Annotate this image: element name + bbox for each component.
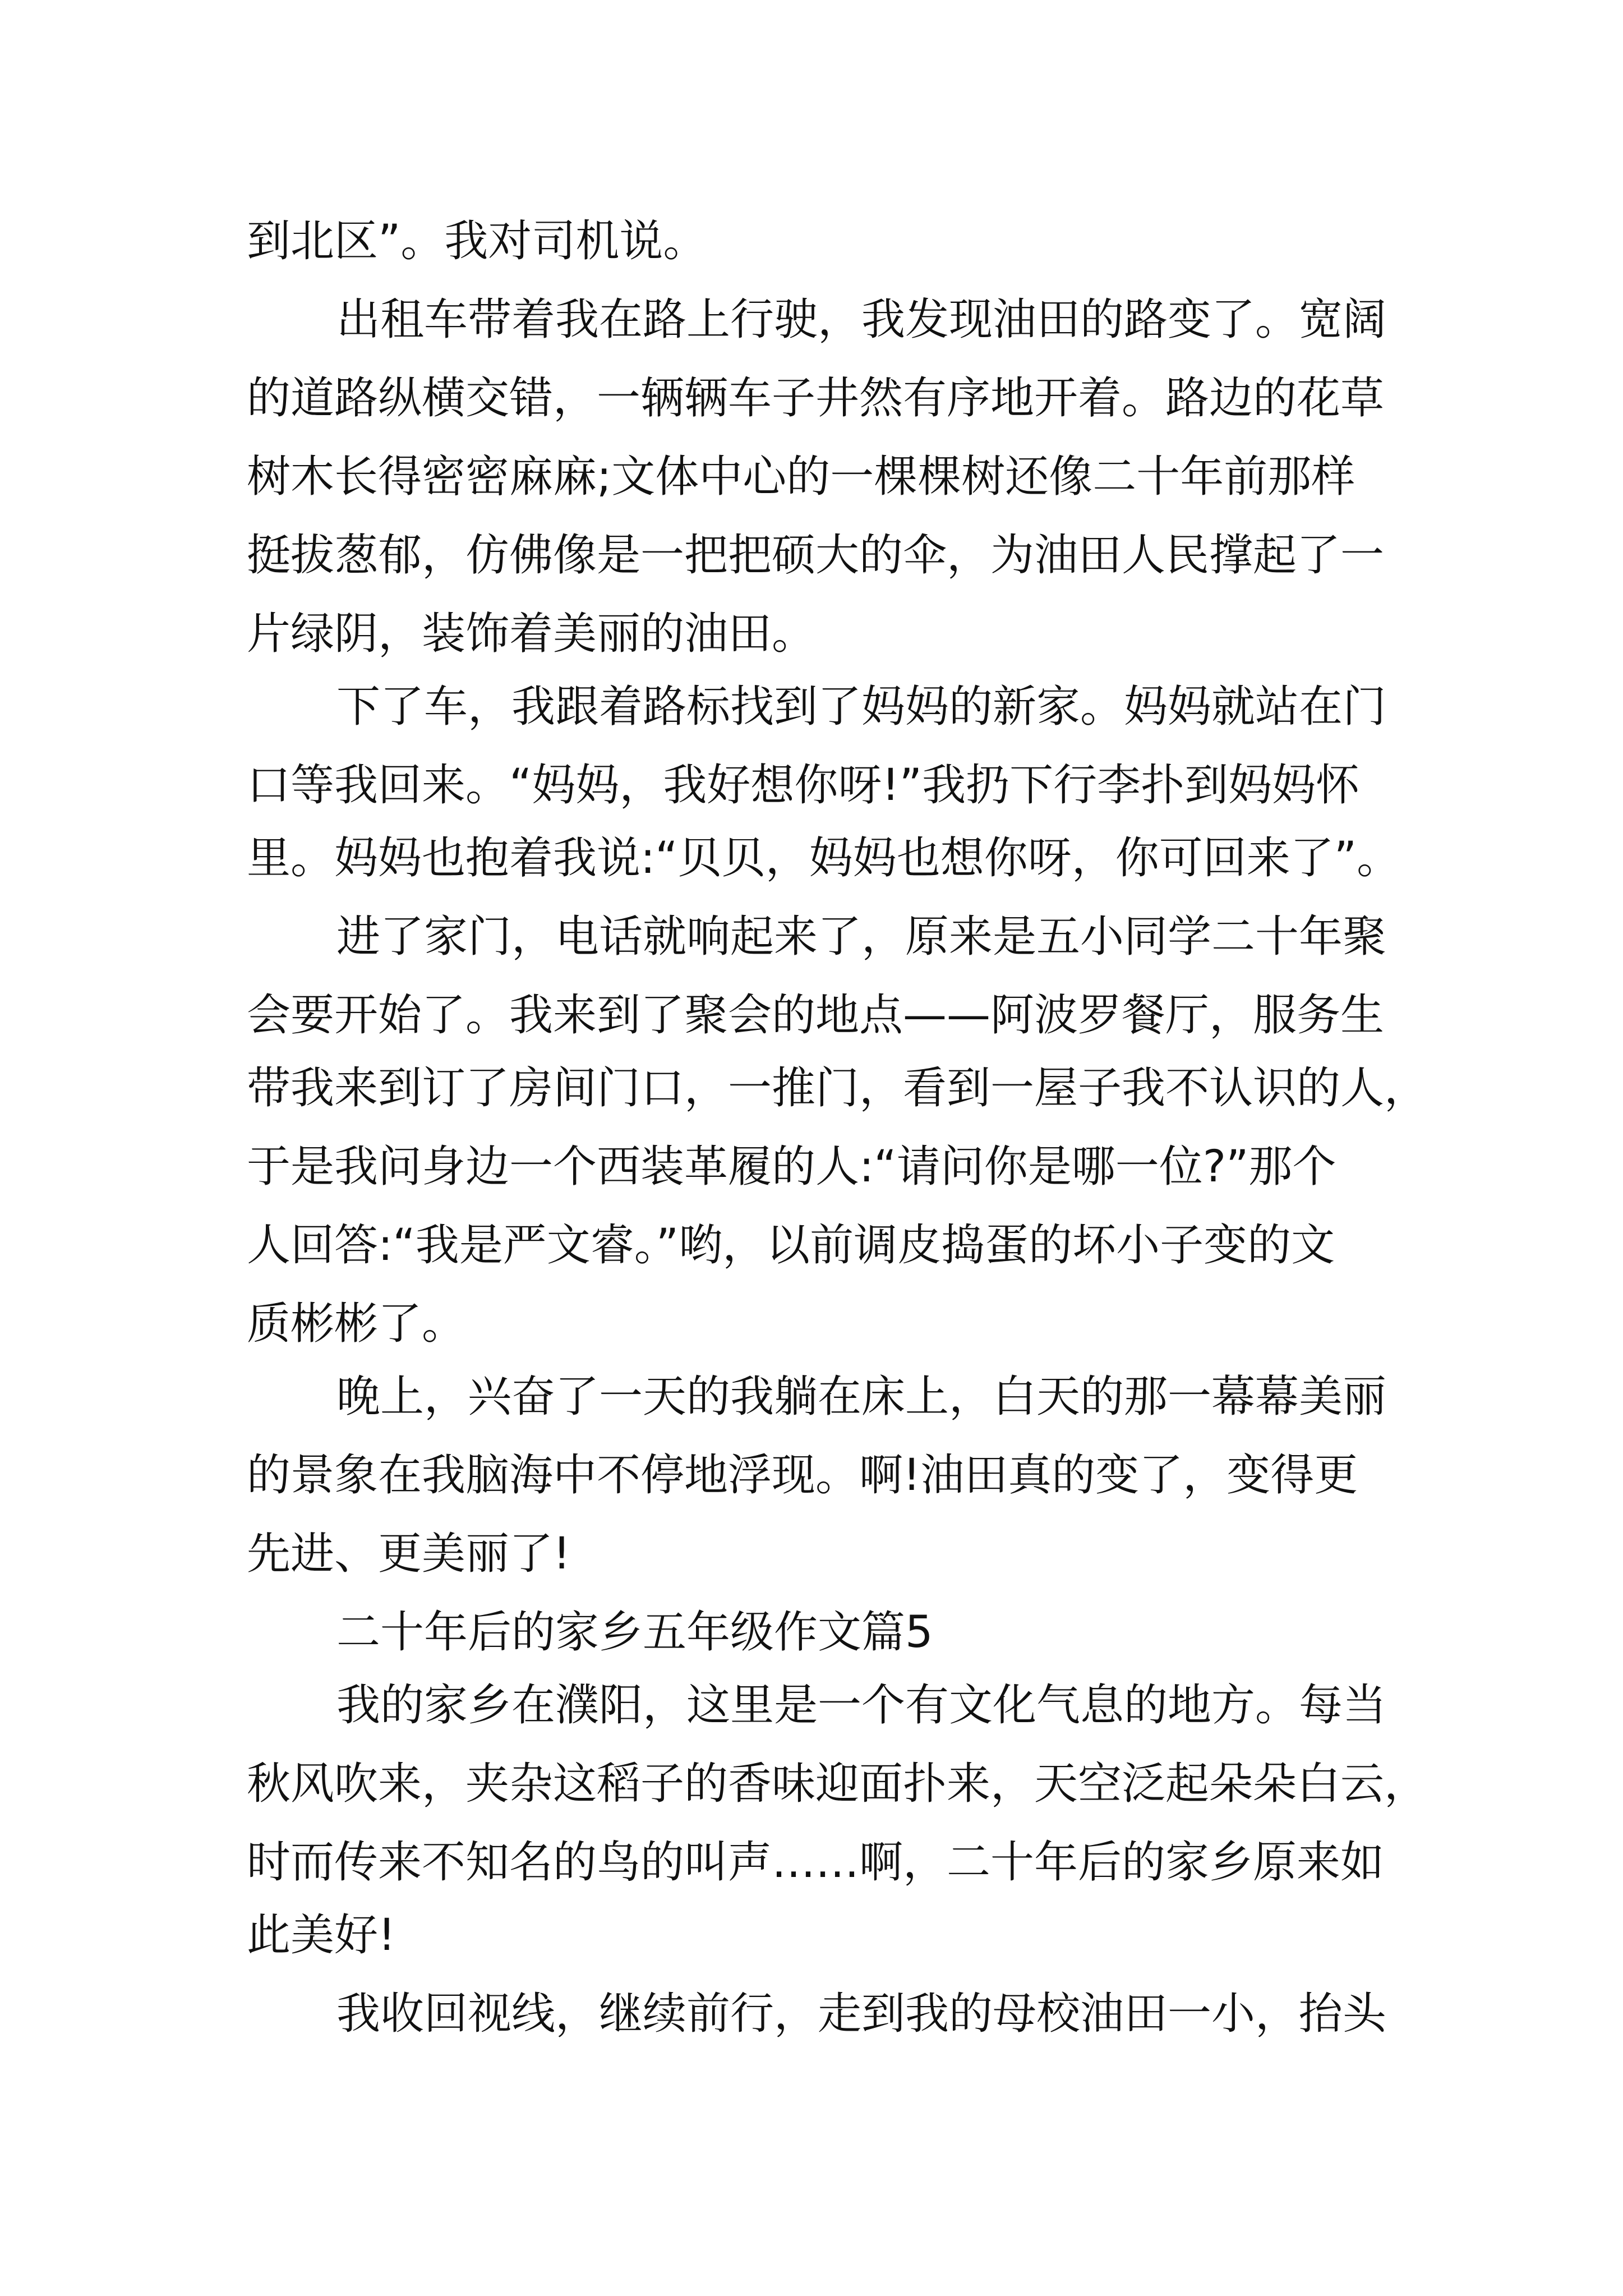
text-line-8: 口等我回来。“妈妈，我好想你呀!”我扔下行李扑到妈妈怀 [247,760,1360,811]
text-line-16: 晚上，兴奋了一天的我躺在床上，白天的那一幕幕美丽 [336,1372,1387,1422]
text-line-23: 此美好! [247,1910,396,1961]
text-line-3: 的道路纵横交错，一辆辆车子井然有序地开着。路边的花草 [247,373,1385,424]
text-line-22: 时而传来不知名的鸟的叫声……啊，二十年后的家乡原来如 [247,1837,1385,1888]
section-heading: 二十年后的家乡五年级作文篇5 [336,1607,933,1658]
text-line-24: 我收回视线，继续前行，走到我的母校油田一小，抬头 [336,1989,1387,2039]
text-line-7: 下了车，我跟着路标找到了妈妈的新家。妈妈就站在门 [336,682,1387,732]
text-line-20: 我的家乡在濮阳，这里是一个有文化气息的地方。每当 [336,1680,1387,1731]
text-line-5: 挺拔葱郁，仿佛像是一把把硕大的伞，为油田人民撑起了一 [247,530,1385,581]
text-line-4: 树木长得密密麻麻;文体中心的一棵棵树还像二十年前那样 [247,452,1355,502]
text-line-18: 先进、更美丽了! [247,1529,571,1579]
text-line-6: 片绿阴，装饰着美丽的油田。 [247,609,816,659]
text-line-13: 于是我问身边一个西装革履的人:“请问你是哪一位?”那个 [247,1142,1336,1192]
text-line-15: 质彬彬了。 [247,1299,466,1349]
text-line-10: 进了家门，电话就响起来了，原来是五小同学二十年聚 [336,912,1387,962]
text-line-21: 秋风吹来，夹杂这稻子的香味迎面扑来，天空泛起朵朵白云， [247,1759,1428,1809]
text-line-14: 人回答:“我是严文睿。”哟，以前调皮捣蛋的坏小子变的文 [247,1220,1335,1271]
text-line-11: 会要开始了。我来到了聚会的地点——阿波罗餐厅，服务生 [247,990,1385,1041]
text-line-1: 到北区”。我对司机说。 [247,216,707,266]
text-line-12: 带我来到订了房间门口，一推门，看到一屋子我不认识的人， [247,1063,1428,1114]
text-line-2: 出租车带着我在路上行驶，我发现油田的路变了。宽阔 [336,295,1387,345]
text-line-17: 的景象在我脑海中不停地浮现。啊!油田真的变了，变得更 [247,1450,1358,1501]
text-line-9: 里。妈妈也抱着我说:“贝贝，妈妈也想你呀，你可回来了”。 [247,833,1401,884]
